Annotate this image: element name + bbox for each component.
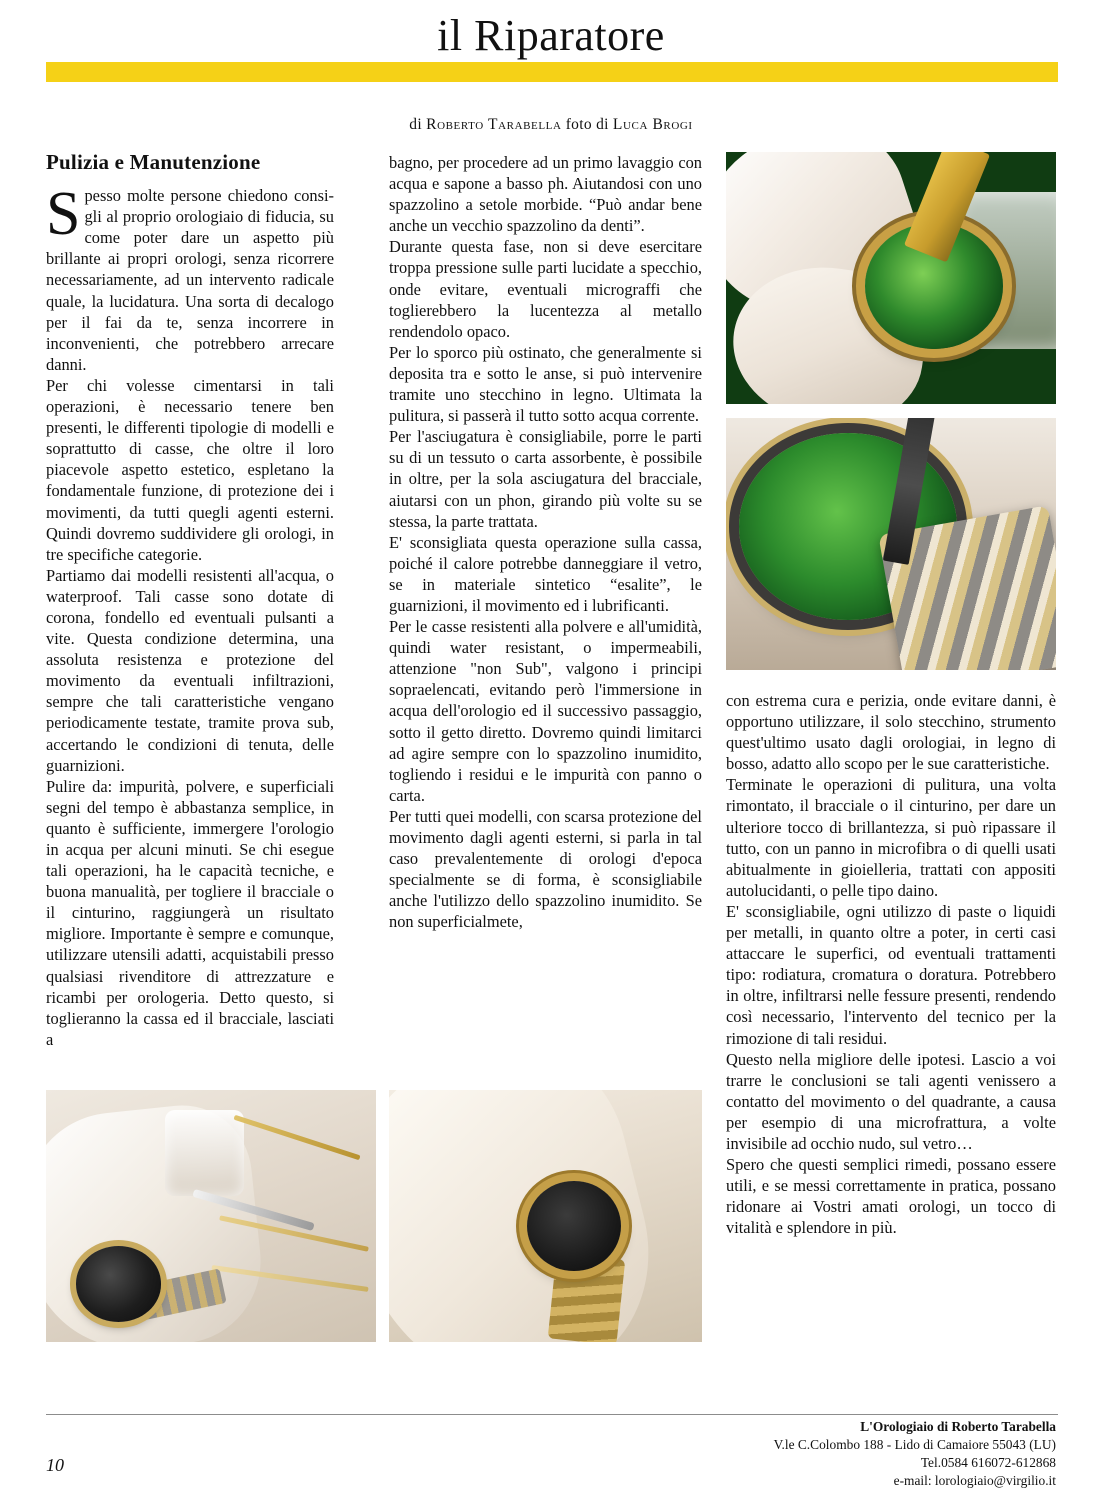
- photo-gold-chronograph-wrist: [389, 1090, 702, 1342]
- photo-detail-jar: [165, 1110, 244, 1196]
- paragraph: Questo nella migliore delle ipotesi. Lascio a voi trarre le conclusioni se tali agenti venissero a contatto del movimento o del quadrante, a causa per esempio di una microfrattura, a volte invisibile ad occhio nudo, sul vetro…: [726, 1049, 1056, 1153]
- paragraph: Durante questa fase, non si deve esercitare troppa pressione sulle parti lucidate a specchio, onde evitare, eventuali micrograffi che toglierebbero la lucentezza al metallo rendendolo opaco.: [389, 237, 702, 341]
- footer-email: e-mail: lorologiaio@virgilio.it: [893, 1473, 1056, 1488]
- paragraph: Terminate le operazioni di pulitura, una volta rimontato, il bracciale o il cinturino, per dare un ulteriore tocco di brillantezza, si può ripassare il tutto, con un panno in microfibra o di quelli usati abitualmente in gioielleria, trattati con appositi autolucidanti, o pelle tipo daino.: [726, 775, 1056, 900]
- photo-detail-watch-case: [527, 1181, 621, 1272]
- paragraph: bagno, per procedere ad un primo lavaggio con acqua e sapone a basso ph. Aiutandosi con uno spazzolino a setole morbide. “Può andar bene anche un vecchio spazzolino da denti”.: [389, 153, 702, 236]
- article-column-2: [389, 152, 702, 932]
- photo-watch-opening-tool: [726, 418, 1056, 670]
- paragraph: E' sconsigliabile, ogni utilizzo di paste o liquidi per metalli, in quanto oltre a poter, in certi casi attaccare le superfici, od eventuali trattamenti tipo: rodiatura, cromatura o doratura. Potrebbero in oltre, infiltrarsi nelle fessure presenti, rendendo così necessario, l'intervento del tecnico per la rimozione di tali residui.: [726, 901, 1056, 1048]
- footer-business-name: L'Orologiaio di Roberto Tarabella: [860, 1419, 1056, 1434]
- footer-divider: [46, 1414, 1058, 1415]
- photo-watch-caseback-green: [726, 152, 1056, 404]
- paragraph-intro: [46, 180, 334, 375]
- photo-detail-wood-stick: [233, 1115, 360, 1161]
- byline-photographer: Luca Brogi: [612, 116, 693, 133]
- photo-detail-watch-case: [76, 1246, 162, 1322]
- photo-cleaning-tools: [46, 1090, 376, 1342]
- paragraph: Per l'asciugatura è consigliabile, porre le parti su di un tessuto o carta assorbente, è possibile in oltre, per la sola asciugatura del bracciale, aiutarsi con un phon, girando più volte su se stessa, la parte trattata.: [389, 427, 702, 531]
- byline-middle: foto di: [561, 116, 613, 133]
- paragraph: Per lo sporco più ostinato, che generalmente si deposita tra e sotto le anse, si può intervenire tramite uno stecchino in legno. Ultimata la pulitura, si passerà il tutto sotto acqua corrente.: [389, 342, 702, 426]
- paragraph: Pulire da: impurità, polvere, e superficiali segni del tempo è abbastanza semplice, in quanto è sufficiente, immergere l'orologio in acqua per alcuni minuti. Se chi esegue tali operazioni, ha le capacità tecniche, e buona manualità, per togliere il bracciale o il cinturino, raggiungerà un risultato migliore. Importante è sempre e comunque, utilizzare utensili adatti, acquistabili presso qualsiasi rivenditore di attrezzature e ricambi per orologeria. Detto questo, si toglieranno la cassa ed il bracciale, lasciati a: [46, 776, 334, 1049]
- byline-author: Roberto Tarabella: [426, 116, 562, 133]
- section-heading: Pulizia e Manutenzione: [46, 150, 261, 174]
- paragraph: E' sconsigliata questa operazione sulla cassa, poiché il calore potrebbe danneggiare il vetro, se in materiale sintetico “esalite”, le guarnizioni, il movimento ed i lubrificanti.: [389, 532, 702, 615]
- page-number: 10: [46, 1455, 64, 1475]
- paragraph: Partiamo dai modelli resistenti all'acqua, o waterproof. Tali casse sono dotate di corona, fondello ed eventuali pulsanti a vite. Questa condizione determina, una assoluta resistenza e protezione del movimento da eventuali infiltrazioni, sempre che tali caratteristiche vengano periodicamente testate, tramite prova sub, accertando le condizioni di tenuta, delle guarnizioni.: [46, 565, 334, 775]
- byline-prefix: di: [409, 116, 427, 133]
- paragraph: Per chi volesse cimentarsi in tali operazioni, è necessario tenere ben presenti, le differenti tipologie di modelli e soprattutto di casse, che oltre il loro piacevole aspetto estetico, espletano la fondamentale funzione, di protezione dei i movimenti, da tutti quegli agenti esterni. Quindi dovremo suddividere gli orologi, in tre specifiche categorie.: [46, 375, 334, 564]
- drop-cap: S: [46, 180, 81, 249]
- footer-contact: [636, 1418, 1056, 1490]
- byline: [0, 116, 1102, 134]
- paragraph: con estrema cura e perizia, onde evitare danni, è opportuno utilizzare, il solo stecchino, strumento quest'ultimo usato dagli orologiai, in legno di bosso, adatto allo scopo per le sue caratteristiche.: [726, 691, 1056, 774]
- paragraph-intro-text: pesso molte persone chiedono consi-gli al proprio orologiaio di fiducia, su come poter dare un aspetto più brillante ai propri orologi, senza ricorrere necessariamente, ad un intervento radicale quale, la lucidatura. Una sorta di decalogo per il fai da te, senza incorrere in inconvenienti, che potrebbero arrecare danni.: [46, 186, 334, 374]
- masthead: [0, 0, 1102, 92]
- paragraph: Per tutti quei modelli, con scarsa protezione del movimento dagli agenti esterni, si parla in tal caso prevalentemente di orologi d'epoca specialmente se di forma, è sconsigliabile anche l'utilizzo dello spazzolino inumidito. Se non superficialmete,: [389, 806, 702, 932]
- article-column-3: [726, 690, 1056, 1238]
- footer-address: V.le C.Colombo 188 - Lido di Camaiore 55043 (LU): [773, 1437, 1056, 1452]
- masthead-yellow-bar: [46, 62, 1058, 82]
- page-title: il Riparatore: [437, 11, 665, 60]
- paragraph: Per le casse resistenti alla polvere e all'umidità, quindi water resistant, o impermeabili, attenzione "non Sub", valgono i principi sopraelencati, evitando però l'immersione in acqua dell'orologio ed il successivo passaggio, sotto il getto diretto. Dovremo quindi limitarci ad agire sempre con lo spazzolino inumidito, togliendo i residui e le impurità con panno o carta.: [389, 617, 702, 805]
- paragraph: Spero che questi semplici rimedi, possano essere utili, e se messi correttamente in pratica, possano ridonare ai Vostri amati orologi, un tocco di vitalità e splendore in più.: [726, 1155, 1056, 1238]
- article-column-1: [46, 152, 334, 1050]
- footer-phone: Tel.0584 616072-612868: [920, 1455, 1056, 1470]
